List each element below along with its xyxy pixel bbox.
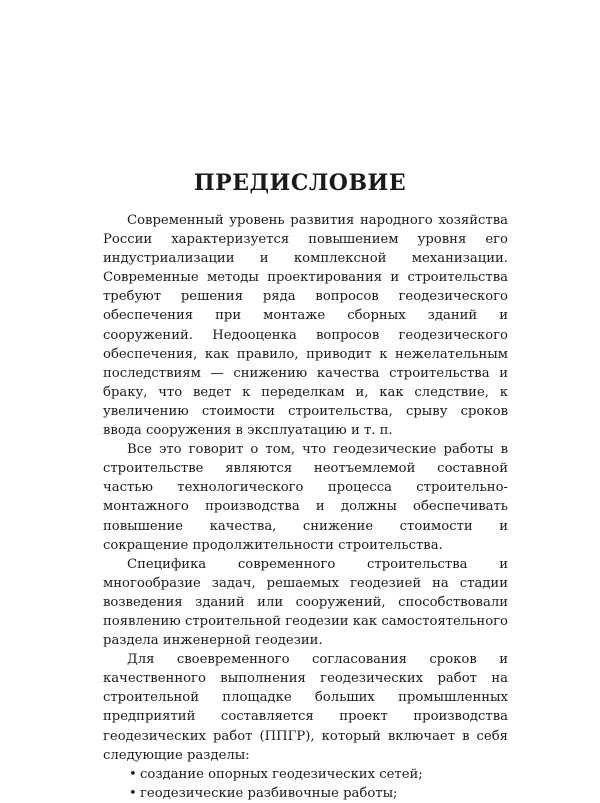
list-item xyxy=(103,765,508,784)
paragraph-3: Специфика современного строительства и многообразие задач, решаемых геодезией на стадии возведения зданий или сооружений, способствовали появлению строительной геодезии как самостоятельного раздела инженерной геодезии. xyxy=(103,556,508,649)
sections-list xyxy=(103,765,508,803)
paragraph-4: Для своевременного согласования сроков и качественного выполнения геодезических работ на строительной площадке больших промышленных предприятий составляется проект производства геодезических работ (ППГР), который включает в себя следующие разделы: xyxy=(103,652,508,763)
paragraph-1: Современный уровень развития народного хозяйства России характеризуется повышением уровня его индустриализации и комплексной механизации. Современные методы проектирования и строительства требуют решения ряда вопросов геодезического обеспечения при монтаже сборных зданий и сооружений. Недооценка вопросов геодезического обеспечения, как правило, приводит к нежелательным последствиям — снижению качества строительства и браку, что ведет к переделкам и, как следствие, к увеличению стоимости строительства, срыву сроков ввода сооружения в эксплуатацию и т. п. xyxy=(103,213,508,439)
list-item xyxy=(103,784,508,803)
list-item-text: геодезические разбивочные работы; xyxy=(140,785,398,801)
bullet-icon: • xyxy=(129,785,137,801)
paragraph-2: Все это говорит о том, что геодезические работы в строительстве являются неотъемлемой составной частью технологического процесса строительно-монтажного производства и должны обеспечивать повышение качества, снижение стоимости и сокращение продолжительности строительства. xyxy=(103,442,508,553)
bullet-icon: • xyxy=(129,766,137,782)
body-text xyxy=(103,211,508,803)
list-item-text: создание опорных геодезических сетей; xyxy=(140,766,423,782)
page-title: ПРЕДИСЛОВИЕ xyxy=(193,170,407,196)
